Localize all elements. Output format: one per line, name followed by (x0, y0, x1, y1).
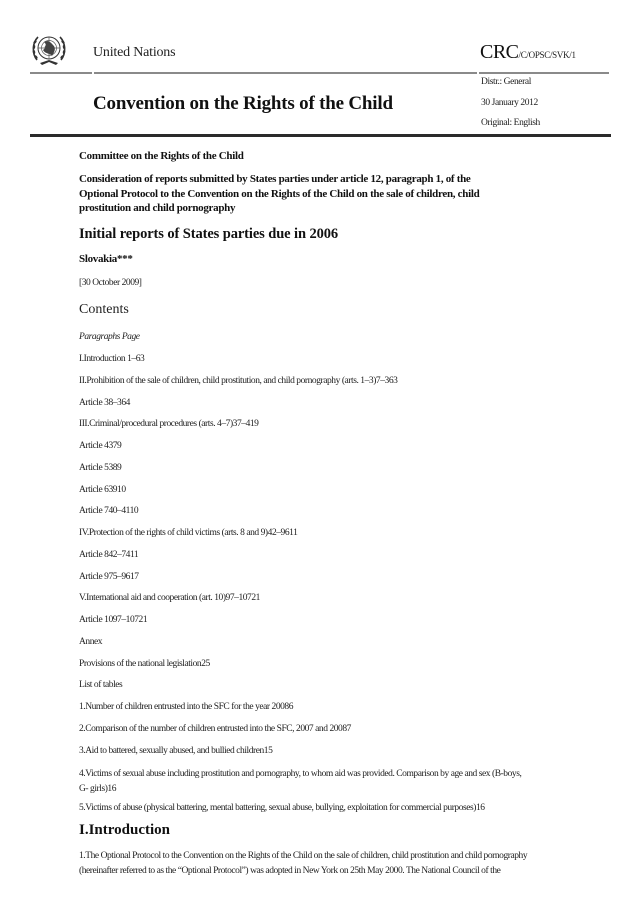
toc-entry[interactable]: III.Criminal/procedural procedures (arts. 4–7)37–419 (79, 419, 259, 429)
toc-entry[interactable]: Provisions of the national legislation25 (79, 659, 210, 669)
header-rule-left (30, 72, 92, 74)
original-language: Original: English (481, 118, 540, 128)
header-rule-bottom (30, 134, 611, 137)
convention-title: Convention on the Rights of the Child (93, 93, 393, 114)
toc-table-entry[interactable]: 1.Number of children entrusted into the SFC for the year 20086 (79, 702, 294, 712)
toc-entry[interactable]: Article 1097–10721 (79, 615, 148, 625)
toc-table-entry[interactable]: 3.Aid to battered, sexually abused, and bullied children15 (79, 746, 273, 756)
toc-entry[interactable]: II.Prohibition of the sale of children, child prostitution, and child pornography (arts. 1–3)7–363 (79, 376, 398, 386)
toc-entry[interactable]: I.Introduction 1–63 (79, 354, 145, 364)
distribution-label: Distr.: General (481, 77, 531, 87)
contents-heading: Contents (79, 302, 129, 317)
toc-table-entry[interactable] (79, 767, 609, 796)
consideration-heading (79, 172, 609, 216)
toc-entry[interactable]: Article 842–7411 (79, 550, 139, 560)
toc-tables-label: List of tables (79, 680, 123, 690)
toc-entry[interactable]: V.International aid and cooperation (art. 10)97–10721 (79, 593, 260, 603)
toc-table-entry-line: 4.Victims of sexual abuse including prostitution and pornography, to whom aid was provided. Comparison by age and sex (B-boys, (79, 769, 522, 779)
country-name: Slovakia*** (79, 253, 133, 265)
document-symbol-suffix: /C/OPSC/SVK/1 (518, 50, 576, 60)
paragraph-line: 1.The Optional Protocol to the Convention on the Rights of the Child on the sale of children, child prostitution and child pornography (79, 851, 528, 861)
submission-date: [30 October 2009] (79, 278, 142, 288)
consideration-line: Consideration of reports submitted by States parties under article 12, paragraph 1, of the (79, 173, 471, 185)
header-rule-middle (94, 72, 477, 74)
consideration-line: prostitution and child pornography (79, 202, 236, 214)
header-rule-right (479, 72, 609, 74)
organization-name: United Nations (93, 45, 176, 60)
un-emblem-icon (30, 30, 68, 68)
document-date: 30 January 2012 (481, 98, 538, 108)
introduction-heading: I.Introduction (79, 822, 170, 838)
paragraph-line: (hereinafter referred to as the “Optional Protocol”) was adopted in New York on 25th May 2000. The National Council of the (79, 865, 501, 876)
toc-entry[interactable]: Article 38–364 (79, 398, 130, 408)
toc-entry[interactable]: Article 4379 (79, 441, 122, 451)
toc-entry[interactable]: Article 5389 (79, 463, 122, 473)
toc-table-entry[interactable]: 5.Victims of abuse (physical battering, mental battering, sexual abuse, bullying, exploitation for commercial purposes)16 (79, 803, 485, 813)
toc-table-entry[interactable]: 2.Comparison of the number of children entrusted into the SFC, 2007 and 20087 (79, 724, 351, 734)
toc-table-entry-line: G- girls)16 (79, 783, 117, 794)
introduction-paragraph (79, 849, 609, 878)
committee-name: Committee on the Rights of the Child (79, 150, 244, 162)
initial-reports-heading: Initial reports of States parties due in 2006 (79, 226, 339, 242)
toc-entry[interactable]: IV.Protection of the rights of child victims (arts. 8 and 9)42–9611 (79, 528, 298, 538)
document-symbol (480, 41, 576, 64)
toc-annex-label: Annex (79, 637, 103, 647)
toc-entry[interactable]: Article 975–9617 (79, 572, 139, 582)
contents-column-labels: Paragraphs Page (79, 332, 140, 342)
toc-entry[interactable]: Article 740–4110 (79, 506, 139, 516)
toc-entry[interactable]: Article 63910 (79, 485, 126, 495)
document-symbol-main: CRC (480, 41, 519, 63)
consideration-line: Optional Protocol to the Convention on the Rights of the Child on the sale of children, child (79, 187, 480, 200)
